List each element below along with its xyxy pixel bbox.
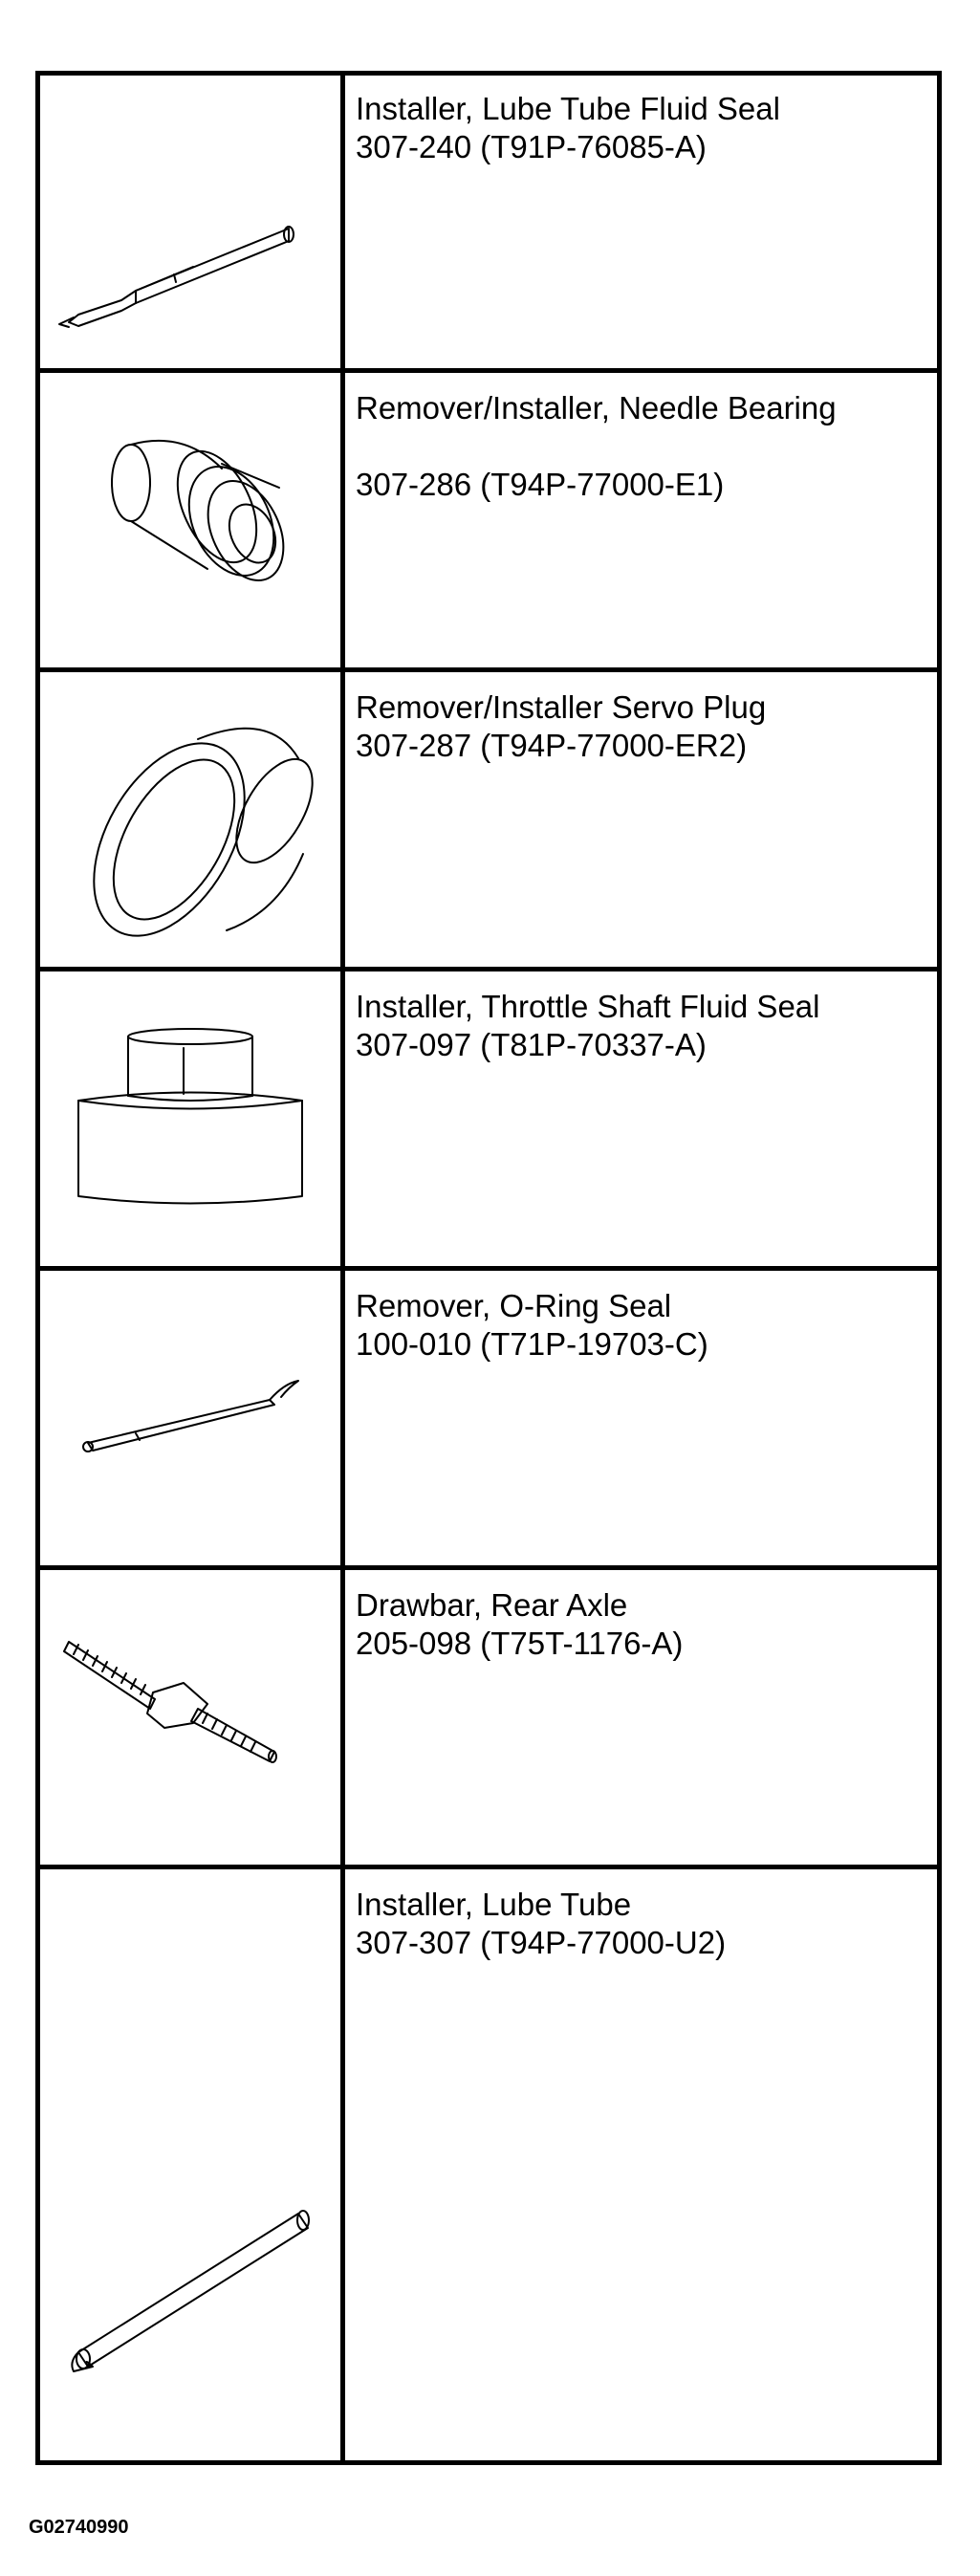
tool-part-number: 307-286 (T94P-77000-E1) [356,467,725,502]
tool-description [356,1886,929,1962]
tool-part-number: 307-240 (T91P-76085-A) [356,129,707,164]
tool-description [356,988,929,1064]
tool-title: Installer, Lube Tube [356,1887,632,1922]
needle-bearing-tool-icon [40,373,340,667]
tool-title: Installer, Lube Tube Fluid Seal [356,91,780,126]
tool-title: Remover, O-Ring Seal [356,1288,672,1323]
drawbar-icon [40,1570,340,1865]
tool-description [356,1586,929,1663]
o-ring-remover-icon [40,1271,340,1565]
lube-tube-installer-icon [40,1869,340,2460]
tool-part-number: 100-010 (T71P-19703-C) [356,1326,708,1362]
servo-plug-tool-icon [40,672,340,967]
figure-id: G02740990 [29,2517,129,2538]
tool-title: Remover/Installer, Needle Bearing [356,390,837,426]
tool-description [356,90,929,166]
tool-description [356,1287,929,1364]
tool-part-number: 307-307 (T94P-77000-U2) [356,1925,727,1960]
tool-title: Installer, Throttle Shaft Fluid Seal [356,989,820,1024]
lube-tube-seal-installer-icon [40,76,340,368]
tool-title: Drawbar, Rear Axle [356,1587,628,1623]
throttle-shaft-seal-installer-icon [40,971,340,1266]
tool-part-number: 307-287 (T94P-77000-ER2) [356,728,748,763]
tool-part-number: 307-097 (T81P-70337-A) [356,1027,707,1062]
tool-part-number: 205-098 (T75T-1176-A) [356,1626,684,1661]
tool-description [356,688,929,765]
tool-title: Remover/Installer Servo Plug [356,689,767,725]
tool-description [356,389,929,504]
